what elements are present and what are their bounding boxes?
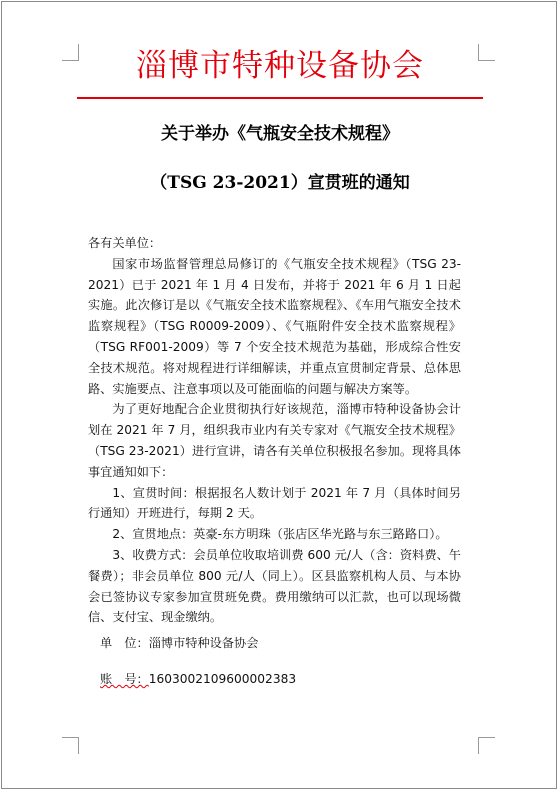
crop-mark-bottom-left xyxy=(62,737,79,754)
crop-mark-bottom-right xyxy=(478,737,495,754)
header-red-rule xyxy=(77,97,483,99)
paragraph-plan: 为了更好地配合企业贯彻执行好该规范，淄博市特种设备协会计划在 2021 年 7 月，组织我市业内有关专家对《气瓶安全技术规程》（TSG 23-2021）进行宣讲，请各有关单位积极报名参加。现将具体事宜通知如下： xyxy=(88,402,461,479)
signature-block xyxy=(88,632,461,690)
unit-label: 单 位： xyxy=(100,636,149,651)
signature-unit-row xyxy=(100,632,461,654)
notice-body xyxy=(88,233,461,690)
item-time: 1、宣贯时间：根据报名人数计划于 2021 年 7 月（具体时间另行通知）开班进行，每期 2 天。 xyxy=(88,485,461,521)
paragraph-background: 国家市场监督管理总局修订的《气瓶安全技术规程》（TSG 23-2021）已于 2021 年 1 月 4 日发布，并将于 2021 年 6 月 1 日起实施。此次修订是以《气瓶安全技术监察规程》、《车用气瓶安全技术监察规程》（TSG R0009-2009）、《气瓶附件安全技术监察规程》（TSG RF001-2009）等 7 个安全技术规范为基础，形成综合性安全技术规范。将对规程进行详细解读，并重点宣贯制定背景、总体思路、实施要点、注意事项以及可能面临的问题与解决方案等。 xyxy=(88,256,461,396)
salutation: 各有关单位： xyxy=(88,236,162,250)
item-fees: 3、收费方式：会员单位收取培训费 600 元/人（含：资料费、午餐费）；非会员单位 800 元/人（同上）。区县监察机构人员、与本协会已签协议专家参加宣贯班免费。费用缴纳可以汇款，也可以现场微信、支付宝、现金缴纳。 xyxy=(88,547,461,625)
account-value: 1603002109600002383 xyxy=(148,672,297,687)
unit-value: 淄博市特种设备协会 xyxy=(148,636,259,651)
account-label: 账 号： xyxy=(100,672,149,687)
organization-header: 淄博市特种设备协会 xyxy=(136,48,424,84)
item-location: 2、宣贯地点：英豪-东方明珠（张店区华光路与东三路路口）。 xyxy=(112,527,448,542)
notice-title-line-2: （TSG 23-2021）宣贯班的通知 xyxy=(150,173,410,193)
signature-account-row xyxy=(100,668,461,690)
notice-title-line-1: 关于举办《气瓶安全技术规程》 xyxy=(161,124,399,144)
